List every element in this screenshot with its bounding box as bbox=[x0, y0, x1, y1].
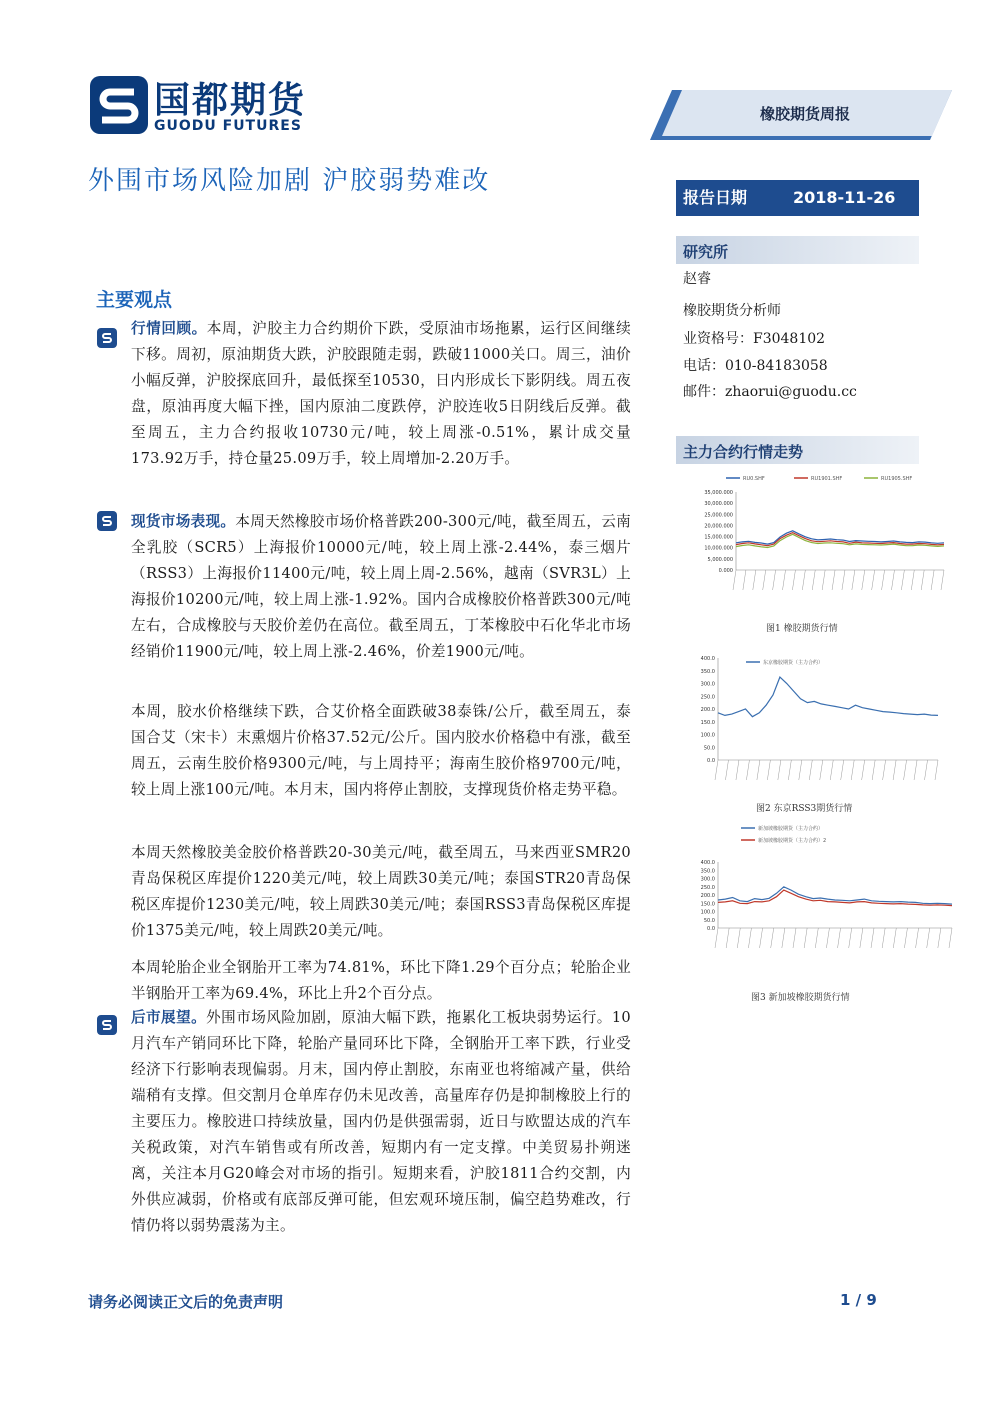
x-tick-mark bbox=[851, 760, 854, 780]
y-tick-label: 150.0 bbox=[700, 901, 715, 908]
x-tick-mark bbox=[788, 760, 791, 780]
section-title-main-views: 主要观点 bbox=[96, 289, 173, 311]
x-tick-mark bbox=[760, 928, 763, 948]
spot-market-text: 本周天然橡胶市场价格普跌200-300元/吨，截至周五，云南全乳胶（SCR5）上海报价10000元/吨，较上周上涨-2.44%，泰三烟片（RSS3）上海报价11400元/吨，较上周上周-2.56%，越南（SVR3L）上海报价10200元/吨，较上周上涨-1.92%。国内合成橡胶价格普跌300元/吨左右，合成橡胶与天胶价差仍在高位。截至周五，丁苯橡胶中石化华北市场经销价11900元/吨，较上周上涨-2.46%，价差1900元/吨。 bbox=[131, 513, 632, 660]
x-tick-mark bbox=[773, 570, 776, 590]
x-tick-mark bbox=[763, 570, 766, 590]
x-tick-mark bbox=[715, 760, 718, 780]
x-tick-mark bbox=[737, 928, 740, 948]
legend-label: RU1901.SHF bbox=[811, 476, 843, 482]
legend-label: 东京橡胶期货（主力合约） bbox=[763, 660, 824, 666]
bullet-icon bbox=[96, 1014, 118, 1036]
legend-label: RU0.SHF bbox=[743, 476, 765, 482]
series-line bbox=[718, 890, 952, 906]
company-logo bbox=[88, 70, 338, 140]
y-tick-label: 300.0 bbox=[700, 681, 715, 688]
y-tick-label: 0.0 bbox=[707, 926, 715, 932]
x-tick-mark bbox=[771, 928, 774, 948]
x-tick-mark bbox=[911, 570, 914, 590]
x-tick-mark bbox=[904, 760, 907, 780]
bullet-icon bbox=[96, 510, 118, 532]
market-review-lead: 行情回顾。 bbox=[131, 320, 207, 337]
x-tick-mark bbox=[862, 570, 865, 590]
analyst-email[interactable]: 邮件：zhaorui@guodu.cc bbox=[683, 384, 857, 400]
x-tick-mark bbox=[891, 570, 894, 590]
bullet-icon bbox=[96, 327, 118, 349]
x-tick-mark bbox=[941, 570, 944, 590]
market-review-text: 本周，沪胶主力合约期价下跌，受原油市场拖累，运行区间继续下移。周初，原油期货大跌，沪胶跟随走弱，跌破11000关口。周三，油价小幅反弹，沪胶探底回升，最低探至10530，日内形成长下影阴线。周五夜盘，原油再度大幅下挫，国内原油二度跌停，沪胶连收5日阴线后反弹。截至周五，主力合约报收10730元/吨，较上周涨-0.51%，累计成交量173.92万手，持仓量25.09万手，较上周增加-2.20万手。 bbox=[131, 320, 631, 467]
analyst-license: 业资格号：F3048102 bbox=[683, 331, 826, 347]
x-tick-mark bbox=[842, 570, 845, 590]
x-tick-mark bbox=[931, 570, 934, 590]
y-tick-label: 300.0 bbox=[700, 876, 715, 883]
x-tick-mark bbox=[736, 760, 739, 780]
logo-chinese-name: 国都期货 bbox=[154, 80, 307, 121]
x-tick-mark bbox=[830, 760, 833, 780]
x-tick-mark bbox=[872, 760, 875, 780]
figure-1-caption: 图1 橡胶期货行情 bbox=[766, 624, 838, 634]
x-tick-mark bbox=[778, 760, 781, 780]
y-tick-label: 200.0 bbox=[700, 707, 715, 713]
x-tick-mark bbox=[802, 570, 805, 590]
spot-market-lead: 现货市场表现。 bbox=[131, 513, 236, 530]
x-tick-mark bbox=[757, 760, 760, 780]
x-tick-mark bbox=[841, 760, 844, 780]
x-tick-mark bbox=[901, 570, 904, 590]
trend-section-label: 主力合约行情走势 bbox=[683, 443, 804, 461]
y-tick-label: 150.0 bbox=[700, 719, 715, 726]
x-tick-mark bbox=[927, 928, 930, 948]
x-tick-mark bbox=[925, 760, 928, 780]
x-tick-mark bbox=[782, 928, 785, 948]
x-tick-mark bbox=[852, 570, 855, 590]
report-type-banner bbox=[650, 90, 952, 140]
report-date-box bbox=[676, 180, 919, 216]
x-tick-mark bbox=[904, 928, 907, 948]
x-tick-mark bbox=[725, 760, 728, 780]
x-tick-mark bbox=[809, 760, 812, 780]
disclaimer-notice: 请务必阅读正文后的免责声明 bbox=[88, 1293, 284, 1311]
x-tick-mark bbox=[938, 928, 941, 948]
y-tick-label: 35,000.000 bbox=[704, 490, 733, 496]
legend-label: RU1905.SHF bbox=[881, 476, 913, 482]
x-tick-mark bbox=[812, 570, 815, 590]
y-tick-label: 200.0 bbox=[700, 893, 715, 899]
x-tick-mark bbox=[726, 928, 729, 948]
x-tick-mark bbox=[882, 570, 885, 590]
x-tick-mark bbox=[832, 570, 835, 590]
y-tick-label: 350.0 bbox=[700, 868, 715, 875]
y-tick-label: 15,000.000 bbox=[704, 534, 733, 541]
y-tick-label: 350.0 bbox=[700, 668, 715, 675]
x-tick-mark bbox=[949, 928, 952, 948]
logo-english-name: GUODU FUTURES bbox=[154, 118, 302, 134]
y-tick-label: 20,000.000 bbox=[704, 523, 733, 530]
x-tick-mark bbox=[748, 928, 751, 948]
outlook-text: 外围市场风险加剧，原油大幅下跌，拖累化工板块弱势运行。10月汽车产销同环比下降，轮胎产量同环比下降，全钢胎开工率下跌，行业受经济下行影响表现偏弱。月末，国内停止割胶，东南亚也将缩减产量，供给端稍有支撑。但交割月仓单库存仍未见改善，高量库存仍是抑制橡胶上行的主要压力。橡胶进口持续放量，国内仍是供强需弱，近日与欧盟达成的汽车关税政策，对汽车销售或有所改善，短期内有一定支撑。中美贸易扑朔迷离，关注本月G20峰会对市场的指引。短期来看，沪胶1811合约交割，内外供应减弱，价格或有底部反弹可能，但宏观环境压制，偏空趋势难改，行情仍将以弱势震荡为主。 bbox=[131, 1009, 631, 1234]
paragraph-market-review bbox=[131, 316, 631, 472]
y-tick-label: 25,000.000 bbox=[704, 512, 733, 519]
analyst-role: 橡胶期货分析师 bbox=[683, 303, 781, 319]
y-tick-label: 400.0 bbox=[700, 656, 715, 662]
report-date-label: 报告日期 bbox=[683, 188, 748, 207]
x-tick-mark bbox=[804, 928, 807, 948]
y-tick-label: 400.0 bbox=[700, 860, 715, 866]
x-tick-mark bbox=[893, 760, 896, 780]
logo-icon bbox=[88, 74, 150, 136]
series-line bbox=[718, 677, 938, 717]
x-tick-mark bbox=[815, 928, 818, 948]
report-date-value: 2018-11-26 bbox=[793, 188, 896, 207]
paragraph-outlook bbox=[131, 1005, 631, 1239]
y-tick-label: 250.0 bbox=[700, 694, 715, 701]
figure-3-caption: 图3 新加坡橡胶期货行情 bbox=[751, 993, 850, 1003]
rubber-futures-chart bbox=[676, 470, 948, 620]
analyst-name: 赵睿 bbox=[683, 271, 711, 287]
y-tick-label: 0.0 bbox=[707, 758, 715, 764]
y-tick-label: 5,000.000 bbox=[707, 556, 733, 563]
y-tick-label: 50.0 bbox=[703, 917, 715, 924]
x-tick-mark bbox=[753, 570, 756, 590]
x-tick-mark bbox=[935, 760, 938, 780]
x-tick-mark bbox=[767, 760, 770, 780]
x-tick-mark bbox=[715, 928, 718, 948]
singapore-rubber-chart bbox=[676, 818, 956, 983]
analyst-phone: 电话：010-84183058 bbox=[683, 358, 828, 374]
x-tick-mark bbox=[883, 760, 886, 780]
legend-label: 新加坡橡胶期货（主力合约） bbox=[758, 826, 824, 832]
page-title: 外围市场风险加剧 沪胶弱势难改 bbox=[88, 166, 491, 196]
y-tick-label: 10,000.000 bbox=[704, 545, 733, 552]
x-tick-mark bbox=[849, 928, 852, 948]
x-tick-mark bbox=[860, 928, 863, 948]
legend-label: 新加坡橡胶期货（主力合约）2 bbox=[758, 838, 827, 844]
figure-2-caption: 图2 东京RSS3期货行情 bbox=[756, 804, 853, 814]
trend-section-bar bbox=[676, 436, 919, 464]
x-tick-mark bbox=[838, 928, 841, 948]
x-tick-mark bbox=[826, 928, 829, 948]
y-tick-label: 100.0 bbox=[700, 732, 715, 739]
x-tick-mark bbox=[792, 570, 795, 590]
x-tick-mark bbox=[914, 760, 917, 780]
y-tick-label: 50.0 bbox=[703, 745, 715, 752]
paragraph-tire-operating-rate: 本周轮胎企业全钢胎开工率为74.81%，环比下降1.29个百分点；轮胎企业半钢胎开工率为69.4%，环比上升2个百分点。 bbox=[131, 959, 631, 1002]
outlook-lead: 后市展望。 bbox=[131, 1009, 207, 1026]
y-tick-label: 30,000.000 bbox=[704, 501, 733, 508]
x-tick-mark bbox=[871, 928, 874, 948]
x-tick-mark bbox=[893, 928, 896, 948]
page-number: 1 / 9 bbox=[840, 1291, 877, 1309]
x-tick-mark bbox=[793, 928, 796, 948]
x-tick-mark bbox=[862, 760, 865, 780]
y-tick-label: 100.0 bbox=[700, 909, 715, 916]
paragraph-usd-rubber: 本周天然橡胶美金胶价格普跌20-30美元/吨，截至周五，马来西亚SMR20青岛保税区库提价1220美元/吨，较上周跌30美元/吨；泰国STR20青岛保税区库提价1230美元/吨，较上周跌30美元/吨；泰国RSS3青岛保税区库提价1375美元/吨，较上周跌20美元/吨。 bbox=[131, 844, 631, 939]
x-tick-mark bbox=[916, 928, 919, 948]
department-label: 研究所 bbox=[683, 243, 729, 261]
paragraph-latex-prices: 本周，胶水价格继续下跌，合艾价格全面跌破38泰铢/公斤，截至周五，泰国合艾（宋卡）末熏烟片价格37.52元/公斤。国内胶水价格稳中有涨，截至周五，云南生胶价格9300元/吨，与上周持平；海南生胶价格9700元/吨，较上周上涨100元/吨。本月末，国内将停止割胶，支撑现货价格走势平稳。 bbox=[131, 703, 631, 798]
y-tick-label: 250.0 bbox=[700, 884, 715, 891]
x-tick-mark bbox=[733, 570, 736, 590]
paragraph-spot-market bbox=[131, 509, 631, 665]
x-tick-mark bbox=[921, 570, 924, 590]
x-tick-mark bbox=[746, 760, 749, 780]
x-tick-mark bbox=[743, 570, 746, 590]
x-tick-mark bbox=[799, 760, 802, 780]
tokyo-rss3-chart bbox=[676, 650, 948, 795]
report-type-label: 橡胶期货周报 bbox=[760, 105, 851, 123]
x-tick-mark bbox=[822, 570, 825, 590]
x-tick-mark bbox=[820, 760, 823, 780]
x-tick-mark bbox=[882, 928, 885, 948]
department-bar bbox=[676, 236, 919, 264]
x-tick-mark bbox=[872, 570, 875, 590]
y-tick-label: 0.000 bbox=[718, 568, 733, 574]
x-tick-mark bbox=[783, 570, 786, 590]
